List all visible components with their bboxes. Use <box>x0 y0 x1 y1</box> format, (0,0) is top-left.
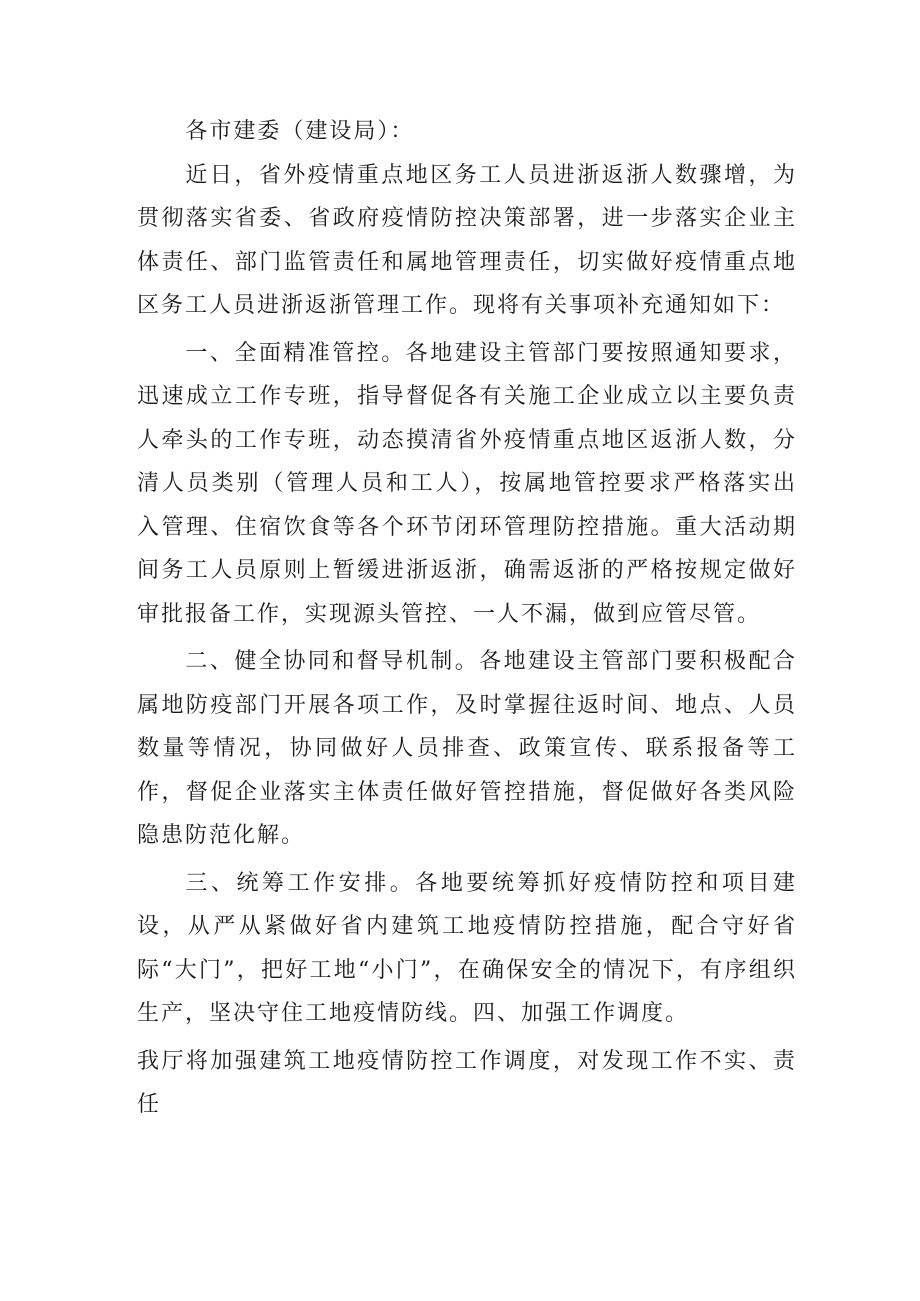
paragraph-section-1: 一、全面精准管控。各地建设主管部门要按照通知要求，迅速成立工作专班，指导督促各有关施工企业成立以主要负责人牵头的工作专班，动态摸清省外疫情重点地区返浙人数，分清人员类别（管理人员和工人），按属地管控要求严格落实出入管理、住宿饮食等各个环节闭环管理防控措施。重大活动期间务工人员原则上暂缓进浙返浙，确需返浙的严格按规定做好审批报备工作，实现源头管控、一人不漏，做到应管尽管。 <box>137 340 797 627</box>
paragraph-section-2: 二、健全协同和督导机制。各地建设主管部门要积极配合属地防疫部门开展各项工作，及时掌握往返时间、地点、人员数量等情况，协同做好人员排查、政策宣传、联系报备等工作，督促企业落实主体责任做好管控措施，督促做好各类风险隐患防范化解。 <box>137 649 797 848</box>
salutation: 各市建委（建设局）： <box>185 119 415 144</box>
document-body <box>137 110 797 1127</box>
paragraph-intro: 近日，省外疫情重点地区务工人员进浙返浙人数骤增，为贯彻落实省委、省政府疫情防控决策部署，进一步落实企业主体责任、部门监管责任和属地管理责任，切实做好疫情重点地区务工人员进浙返浙管理工作。现将有关事项补充通知如下： <box>137 162 797 318</box>
paragraph-section-3: 三、统筹工作安排。各地要统筹抓好疫情防控和项目建设，从严从紧做好省内建筑工地疫情防控措施，配合守好省际“大门”，把好工地“小门”，在确保安全的情况下，有序组织生产，坚决守住工地疫情防线。四、加强工作调度。 <box>137 870 797 1026</box>
paragraph-continuation: 我厅将加强建筑工地疫情防控工作调度，对发现工作不实、责任 <box>137 1048 797 1117</box>
